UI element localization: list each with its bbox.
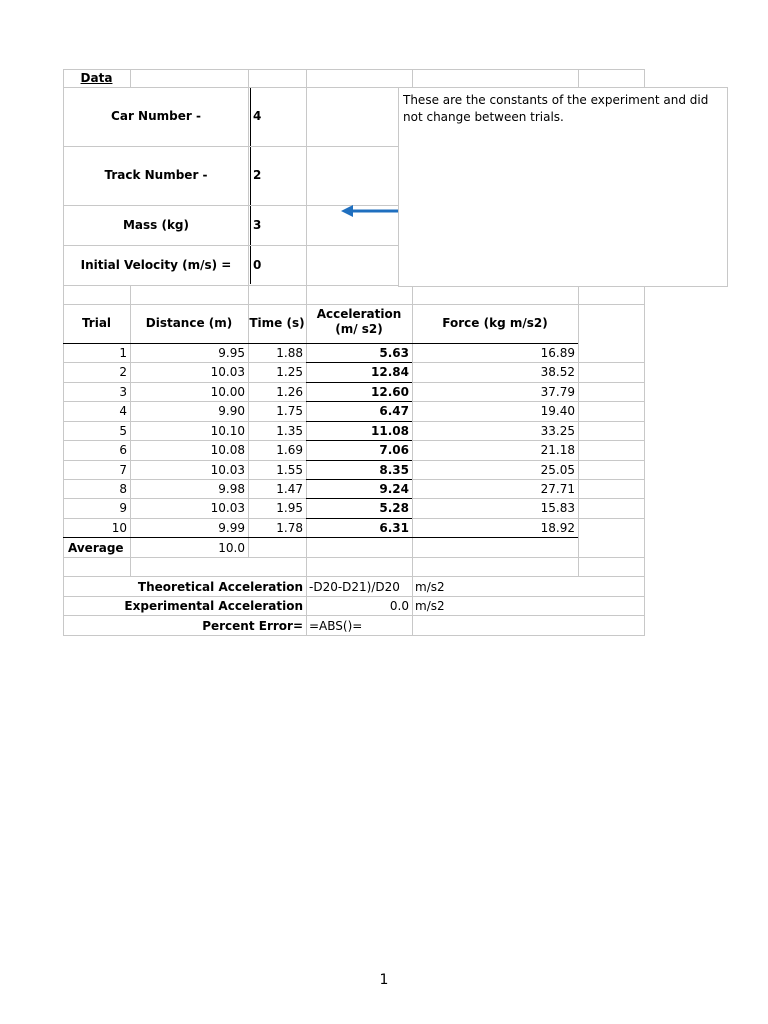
time-cell: 1.35 [276,424,303,438]
grid-line [63,635,645,636]
grid-line [63,343,578,344]
grid-line [306,382,412,383]
car-number-value: 4 [253,109,262,123]
grid-line [306,518,412,519]
distance-cell: 9.99 [218,521,245,535]
force-cell: 18.92 [540,521,575,535]
force-cell: 33.25 [540,424,575,438]
time-cell: 1.25 [276,365,303,379]
acceleration-cell: 5.63 [379,346,409,360]
time-cell: 1.26 [276,385,303,399]
grid-line [63,576,645,577]
grid-line [63,69,645,70]
page-number: 1 [379,972,389,988]
trial-cell: 7 [119,463,127,477]
grid-line [63,615,645,616]
percent-error-value: =ABS()= [309,619,363,633]
acceleration-cell: 11.08 [371,424,409,438]
grid-line [306,401,412,402]
col-header-trial: Trial [81,316,112,330]
grid-line [306,498,412,499]
acceleration-cell: 5.28 [379,501,409,515]
acceleration-cell: 8.35 [379,463,409,477]
time-cell: 1.55 [276,463,303,477]
grid-line [306,362,412,363]
col-header-distance: Distance (m) [145,316,233,330]
trial-cell: 5 [119,424,127,438]
grid-line [63,304,645,305]
initial-velocity-label: Initial Velocity (m/s) = [80,258,232,272]
theoretical-acceleration-value: -D20-D21)/D20 [309,580,400,594]
experimental-acceleration-label: Experimental Acceleration [124,599,303,613]
trial-cell: 9 [119,501,127,515]
car-number-label: Car Number - [111,109,201,123]
trial-cell: 3 [119,385,127,399]
trial-cell: 4 [119,404,127,418]
force-cell: 16.89 [540,346,575,360]
distance-cell: 10.03 [210,463,245,477]
theoretical-acceleration-label: Theoretical Acceleration [137,580,303,594]
mass-label: Mass (kg) [122,218,190,232]
distance-cell: 9.98 [218,482,245,496]
experimental-acceleration-value: 0.0 [389,599,409,613]
trial-cell: 8 [119,482,127,496]
track-number-value: 2 [253,168,262,182]
distance-cell: 9.95 [218,346,245,360]
time-cell: 1.69 [276,443,303,457]
acceleration-cell: 12.84 [371,365,409,379]
grid-line [63,557,645,558]
force-cell: 27.71 [540,482,575,496]
grid-line [306,440,412,441]
trial-cell: 10 [111,521,127,535]
grid-line [306,479,412,480]
trial-cell: 2 [119,365,127,379]
theoretical-acceleration-unit: m/s2 [415,580,445,594]
grid-line [63,537,578,538]
grid-line [578,285,579,576]
trial-cell: 1 [119,346,127,360]
grid-line [306,421,412,422]
acceleration-cell: 6.47 [379,404,409,418]
distance-cell: 10.10 [210,424,245,438]
time-cell: 1.75 [276,404,303,418]
note-text: These are the constants of the experiment and did not change between trials. [403,93,709,124]
percent-error-label: Percent Error= [202,619,303,633]
force-cell: 37.79 [540,385,575,399]
time-cell: 1.95 [276,501,303,515]
acceleration-cell: 9.24 [379,482,409,496]
force-cell: 38.52 [540,365,575,379]
mass-value: 3 [253,218,262,232]
grid-line [250,87,251,284]
acceleration-cell: 7.06 [379,443,409,457]
col-header-time: Time (s) [249,316,305,330]
time-cell: 1.88 [276,346,303,360]
time-cell: 1.78 [276,521,303,535]
average-label: Average [68,541,124,555]
grid-line [63,596,645,597]
trial-cell: 6 [119,443,127,457]
initial-velocity-value: 0 [253,258,262,272]
distance-cell: 10.03 [210,365,245,379]
acceleration-cell: 12.60 [371,385,409,399]
distance-cell: 10.00 [210,385,245,399]
grid-line [578,69,579,87]
time-cell: 1.47 [276,482,303,496]
col-header-force: Force (kg m/s2) [442,316,548,330]
col-header-acceleration: Acceleration (m/ s2) [316,307,402,336]
force-cell: 25.05 [540,463,575,477]
experimental-acceleration-unit: m/s2 [415,599,445,613]
force-cell: 19.40 [540,404,575,418]
acceleration-cell: 6.31 [379,521,409,535]
note-box [398,87,728,287]
force-cell: 15.83 [540,501,575,515]
distance-cell: 9.90 [218,404,245,418]
track-number-label: Track Number - [104,168,208,182]
grid-line [130,69,131,87]
distance-cell: 10.08 [210,443,245,457]
force-cell: 21.18 [540,443,575,457]
distance-cell: 10.03 [210,501,245,515]
data-header: Data [80,71,113,85]
average-distance: 10.0 [218,541,245,555]
grid-line [306,460,412,461]
